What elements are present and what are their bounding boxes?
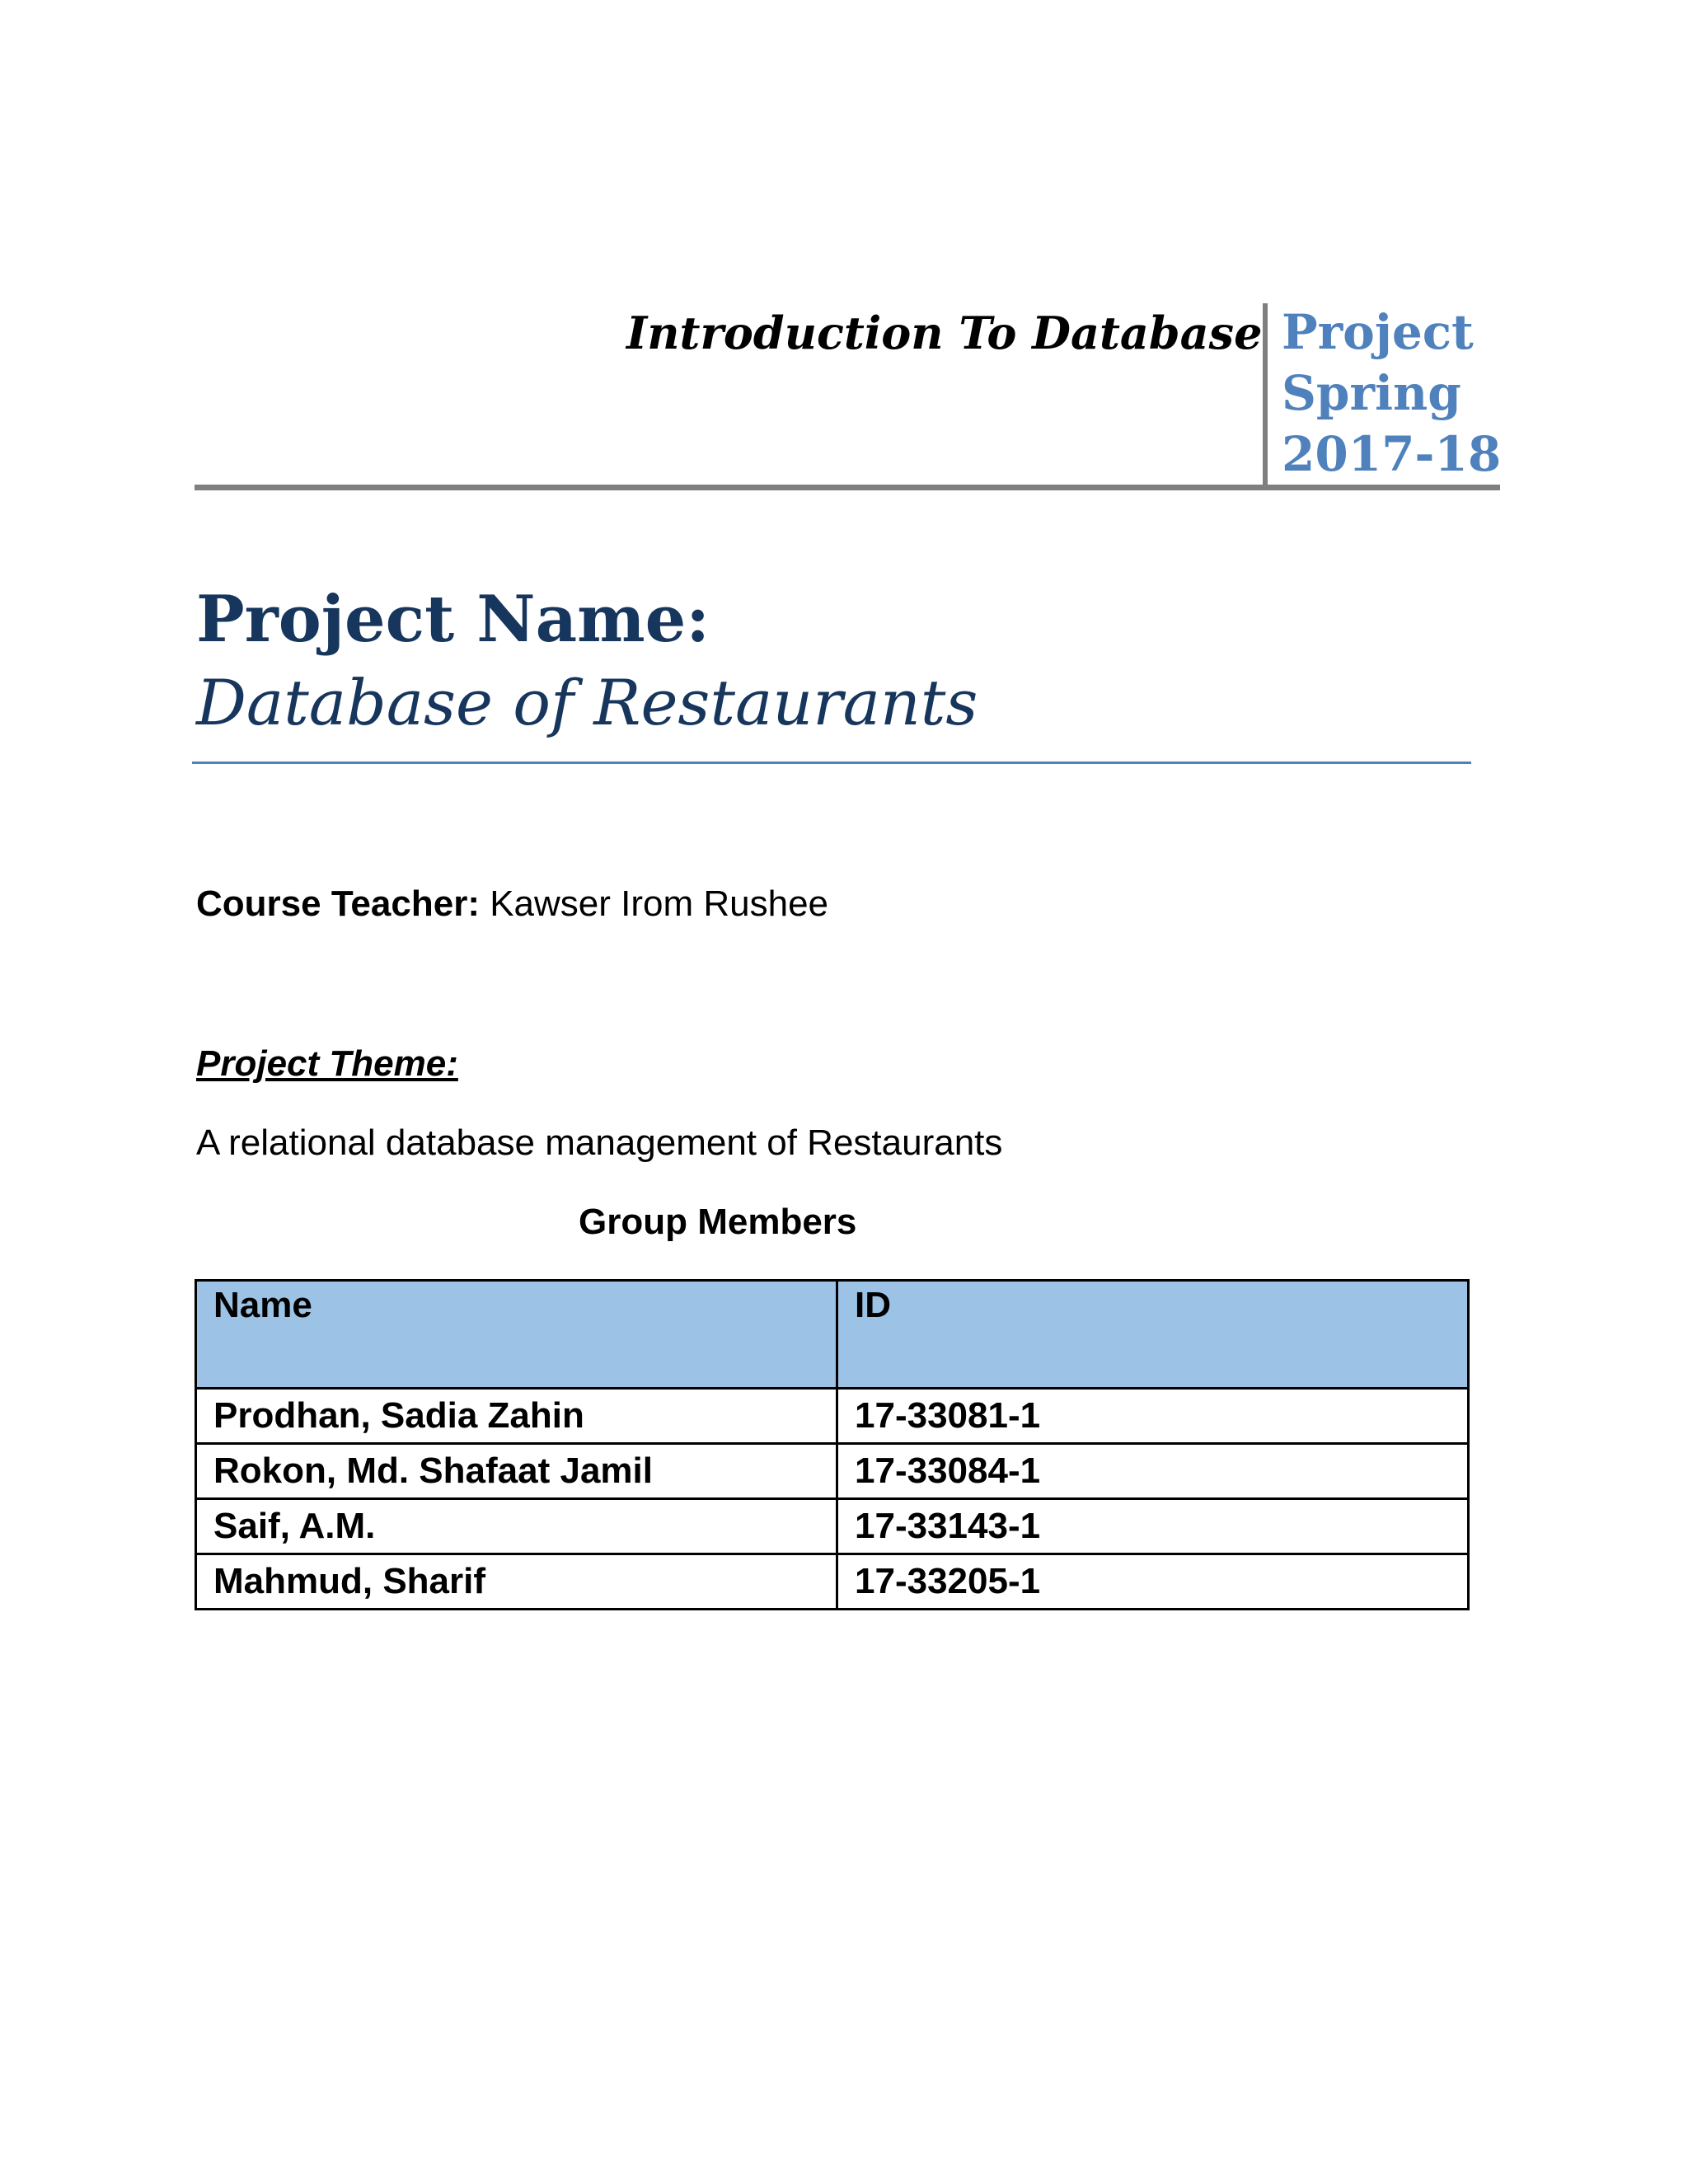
table-row (196, 1499, 1469, 1554)
course-teacher-label: Course Teacher: (196, 883, 480, 924)
member-name: Saif, A.M. (196, 1499, 837, 1554)
table-header-row (196, 1281, 1469, 1389)
header-term-block (1282, 302, 1501, 485)
column-header-id: ID (837, 1281, 1469, 1389)
member-name: Prodhan, Sadia Zahin (196, 1389, 837, 1444)
project-theme-text: A relational database management of Restaurants (196, 1122, 1003, 1163)
table-row (196, 1554, 1469, 1610)
header-term-line: 2017-18 (1282, 426, 1502, 482)
table-row (196, 1389, 1469, 1444)
member-id: 17-33081-1 (837, 1389, 1469, 1444)
group-members-heading: Group Members (579, 1202, 857, 1242)
header-course-title: Introduction To Database (626, 307, 1263, 359)
column-header-name: Name (196, 1281, 837, 1389)
course-teacher-value: Kawser Irom Rushee (490, 883, 829, 924)
table-row (196, 1444, 1469, 1499)
project-name-value: Database of Restaurants (196, 666, 978, 739)
project-name-label: Project Name: (196, 582, 710, 657)
member-id: 17-33084-1 (837, 1444, 1469, 1499)
member-name: Mahmud, Sharif (196, 1554, 837, 1610)
header-term-line: Project (1282, 304, 1474, 360)
course-teacher (196, 883, 828, 925)
header-horizontal-divider (195, 485, 1500, 490)
header-term-line: Spring (1282, 365, 1461, 421)
member-id: 17-33143-1 (837, 1499, 1469, 1554)
project-theme-label: Project Theme: (196, 1043, 458, 1084)
title-underline-rule (192, 762, 1471, 764)
group-members-table (195, 1279, 1470, 1610)
header-vertical-divider (1263, 303, 1268, 490)
member-name: Rokon, Md. Shafaat Jamil (196, 1444, 837, 1499)
member-id: 17-33205-1 (837, 1554, 1469, 1610)
